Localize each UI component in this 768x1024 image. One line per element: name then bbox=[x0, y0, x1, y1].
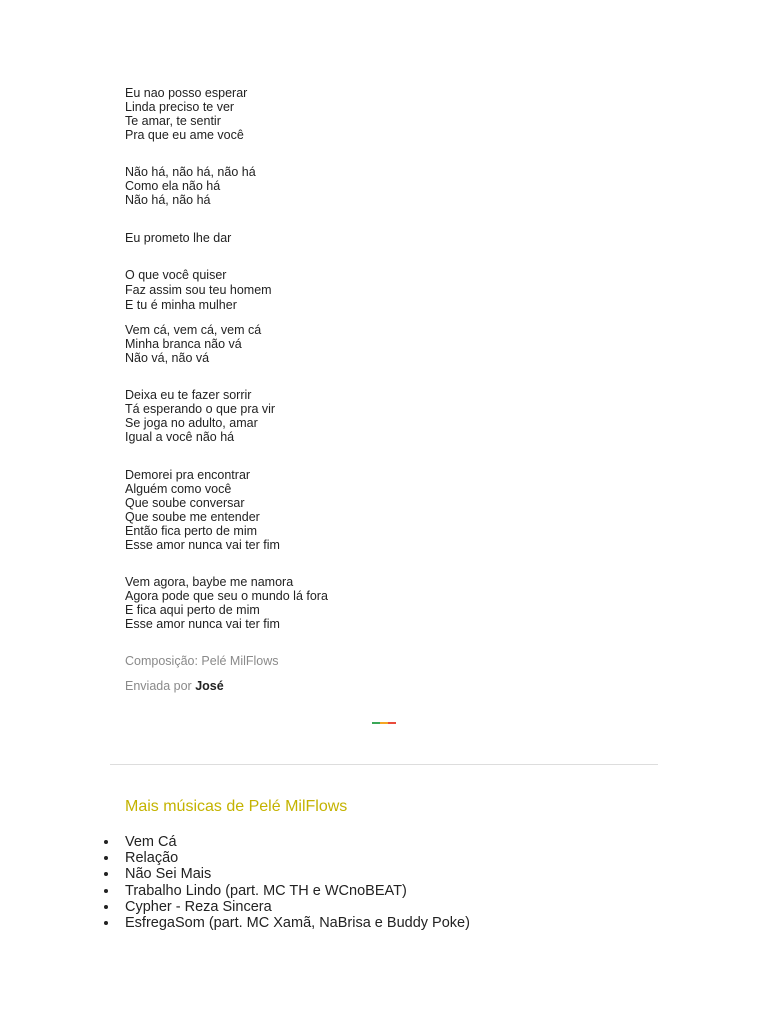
lyrics-stanza-7 bbox=[125, 468, 280, 552]
color-divider-mark bbox=[372, 722, 396, 724]
song-list-item[interactable] bbox=[125, 866, 470, 882]
lyric-line: Deixa eu te fazer sorrir bbox=[125, 388, 252, 402]
song-link[interactable]: Não Sei Mais bbox=[125, 866, 212, 883]
song-list-item[interactable] bbox=[125, 915, 470, 931]
lyric-line: Faz assim sou teu homem bbox=[125, 283, 272, 297]
lyric-line: Vem agora, baybe me namora bbox=[125, 575, 294, 589]
song-link[interactable]: Cypher - Reza Sincera bbox=[125, 898, 272, 915]
lyric-line: Se joga no adulto, amar bbox=[125, 416, 258, 430]
bullet-icon bbox=[104, 872, 108, 876]
lyric-line: Alguém como você bbox=[125, 482, 232, 496]
lyrics-stanza-1 bbox=[125, 86, 247, 142]
lyrics-stanza-3 bbox=[125, 231, 231, 245]
lyric-line: Pra que eu ame você bbox=[125, 128, 244, 142]
song-list-item[interactable] bbox=[125, 850, 470, 866]
lyric-line: Como ela não há bbox=[125, 179, 221, 193]
lyric-line: Agora pode que seu o mundo lá fora bbox=[125, 589, 328, 603]
song-link[interactable]: Trabalho Lindo (part. MC TH e WCnoBEAT) bbox=[125, 882, 407, 899]
lyric-line: Esse amor nunca vai ter fim bbox=[125, 538, 280, 552]
lyrics-stanza-6 bbox=[125, 388, 275, 444]
bullet-icon bbox=[104, 921, 108, 925]
lyric-line: Esse amor nunca vai ter fim bbox=[125, 617, 280, 631]
lyric-line: Linda preciso te ver bbox=[125, 100, 235, 114]
lyric-line: Não há, não há bbox=[125, 193, 211, 207]
lyric-line: Que soube conversar bbox=[125, 496, 245, 510]
bullet-icon bbox=[104, 889, 108, 893]
lyrics-stanza-4 bbox=[125, 268, 272, 313]
more-songs-title: Mais músicas de Pelé MilFlows bbox=[125, 798, 348, 815]
divider-segment-orange bbox=[380, 722, 388, 724]
lyric-line: Eu nao posso esperar bbox=[125, 86, 248, 100]
lyric-line: Te amar, te sentir bbox=[125, 114, 221, 128]
lyric-line: Tá esperando o que pra vir bbox=[125, 402, 276, 416]
divider-segment-red bbox=[388, 722, 396, 724]
lyric-line: Então fica perto de mim bbox=[125, 524, 258, 538]
bullet-icon bbox=[104, 840, 108, 844]
lyrics-stanza-5 bbox=[125, 323, 261, 365]
song-link[interactable]: Relação bbox=[125, 850, 179, 867]
song-list-item[interactable] bbox=[125, 834, 470, 850]
lyric-line: Eu prometo lhe dar bbox=[125, 231, 232, 245]
lyric-line: Vem cá, vem cá, vem cá bbox=[125, 323, 262, 337]
lyric-line: Não vá, não vá bbox=[125, 351, 210, 365]
lyric-line: O que você quiser bbox=[125, 268, 227, 282]
section-divider bbox=[110, 764, 658, 765]
sent-by-label: Enviada por bbox=[125, 679, 192, 693]
lyric-line: Demorei pra encontrar bbox=[125, 468, 251, 482]
song-link[interactable]: EsfregaSom (part. MC Xamã, NaBrisa e Buddy Poke) bbox=[125, 915, 470, 932]
lyric-line: E fica aqui perto de mim bbox=[125, 603, 260, 617]
song-list-item[interactable] bbox=[125, 899, 470, 915]
lyric-line: Minha branca não vá bbox=[125, 337, 242, 351]
lyrics-stanza-2 bbox=[125, 165, 256, 207]
bullet-icon bbox=[104, 905, 108, 909]
song-link[interactable]: Vem Cá bbox=[125, 834, 177, 850]
divider-segment-green bbox=[372, 722, 380, 724]
lyric-line: Igual a você não há bbox=[125, 430, 235, 444]
lyric-line: E tu é minha mulher bbox=[125, 298, 237, 312]
bullet-icon bbox=[104, 856, 108, 860]
sent-by-user-link[interactable]: José bbox=[195, 679, 224, 693]
lyric-line: Não há, não há, não há bbox=[125, 165, 256, 179]
composition-credit: Composição: Pelé MilFlows bbox=[125, 654, 279, 668]
lyrics-stanza-8 bbox=[125, 575, 328, 631]
sent-by-credit bbox=[125, 679, 224, 693]
song-list-item[interactable] bbox=[125, 883, 470, 899]
lyric-line: Que soube me entender bbox=[125, 510, 260, 524]
more-songs-list bbox=[125, 834, 470, 931]
